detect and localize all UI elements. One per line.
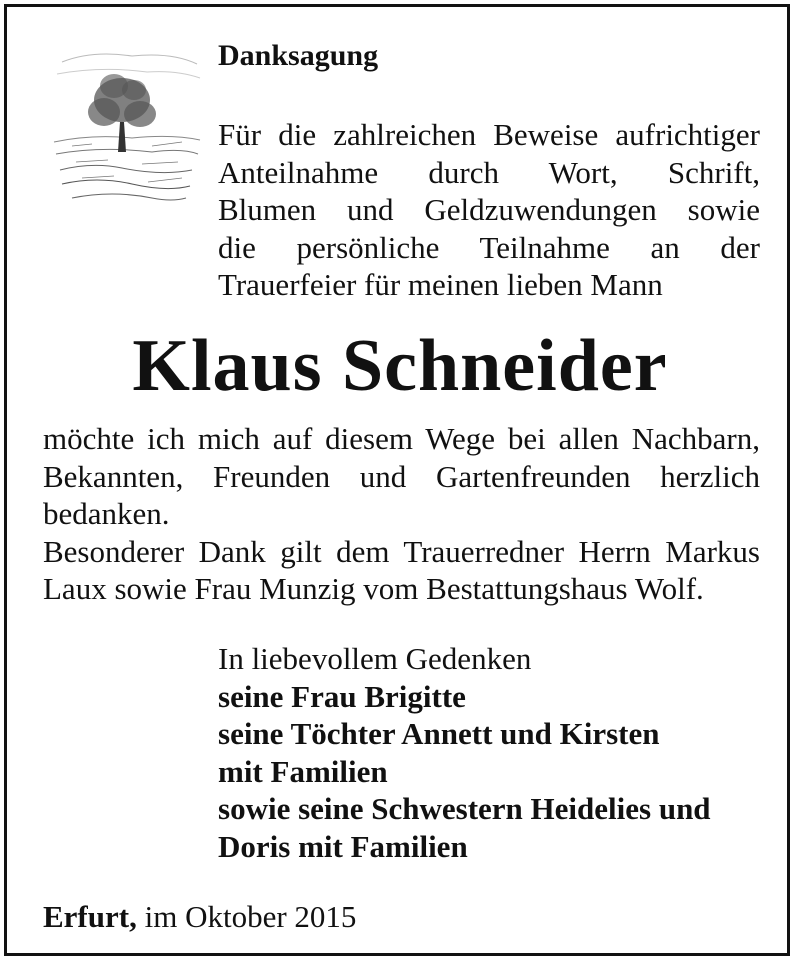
intro-line: die persönliche Teilnahme an der bbox=[218, 229, 760, 265]
intro-line: Trauerfeier für meinen lieben Mann bbox=[218, 267, 663, 303]
thanks-paragraph bbox=[43, 420, 760, 608]
mourner-line: mit Familien bbox=[218, 753, 388, 789]
thanks-line: Besonderer Dank gilt dem Trauerredner Herrn Markus bbox=[43, 533, 760, 569]
intro-paragraph bbox=[218, 116, 760, 304]
intro-line: Blumen und Geldzuwendungen sowie bbox=[218, 192, 760, 228]
mourner-line: sowie seine Schwestern Heidelies und bbox=[218, 791, 711, 827]
thanks-line: möchte ich mich auf diesem Wege bei allen Nachbarn, bbox=[43, 421, 760, 456]
mourner-line: seine Töchter Annett und Kirsten bbox=[218, 716, 660, 752]
place-date-line bbox=[43, 898, 356, 935]
place: Erfurt, bbox=[43, 899, 137, 934]
signoff-intro: In liebevollem Gedenken bbox=[218, 641, 532, 676]
mourner-line: Doris mit Familien bbox=[218, 828, 468, 864]
tree-landscape-icon bbox=[52, 42, 202, 212]
page-title: Danksagung bbox=[218, 39, 379, 72]
date: im Oktober 2015 bbox=[144, 899, 357, 934]
thanks-line: Bekannten, Freunden und Gartenfreunden herzlich bbox=[43, 458, 760, 494]
thanks-line: Laux sowie Frau Munzig vom Bestattungshaus Wolf. bbox=[43, 571, 704, 607]
intro-line: Für die zahlreichen Beweise aufrichtiger bbox=[218, 117, 760, 152]
intro-line: Anteilnahme durch Wort, Schrift, bbox=[218, 154, 760, 190]
thanks-line: bedanken. bbox=[43, 496, 170, 532]
mourner-line: seine Frau Brigitte bbox=[218, 678, 466, 714]
signoff-block bbox=[218, 640, 778, 866]
deceased-name: Klaus Schneider bbox=[132, 325, 668, 407]
